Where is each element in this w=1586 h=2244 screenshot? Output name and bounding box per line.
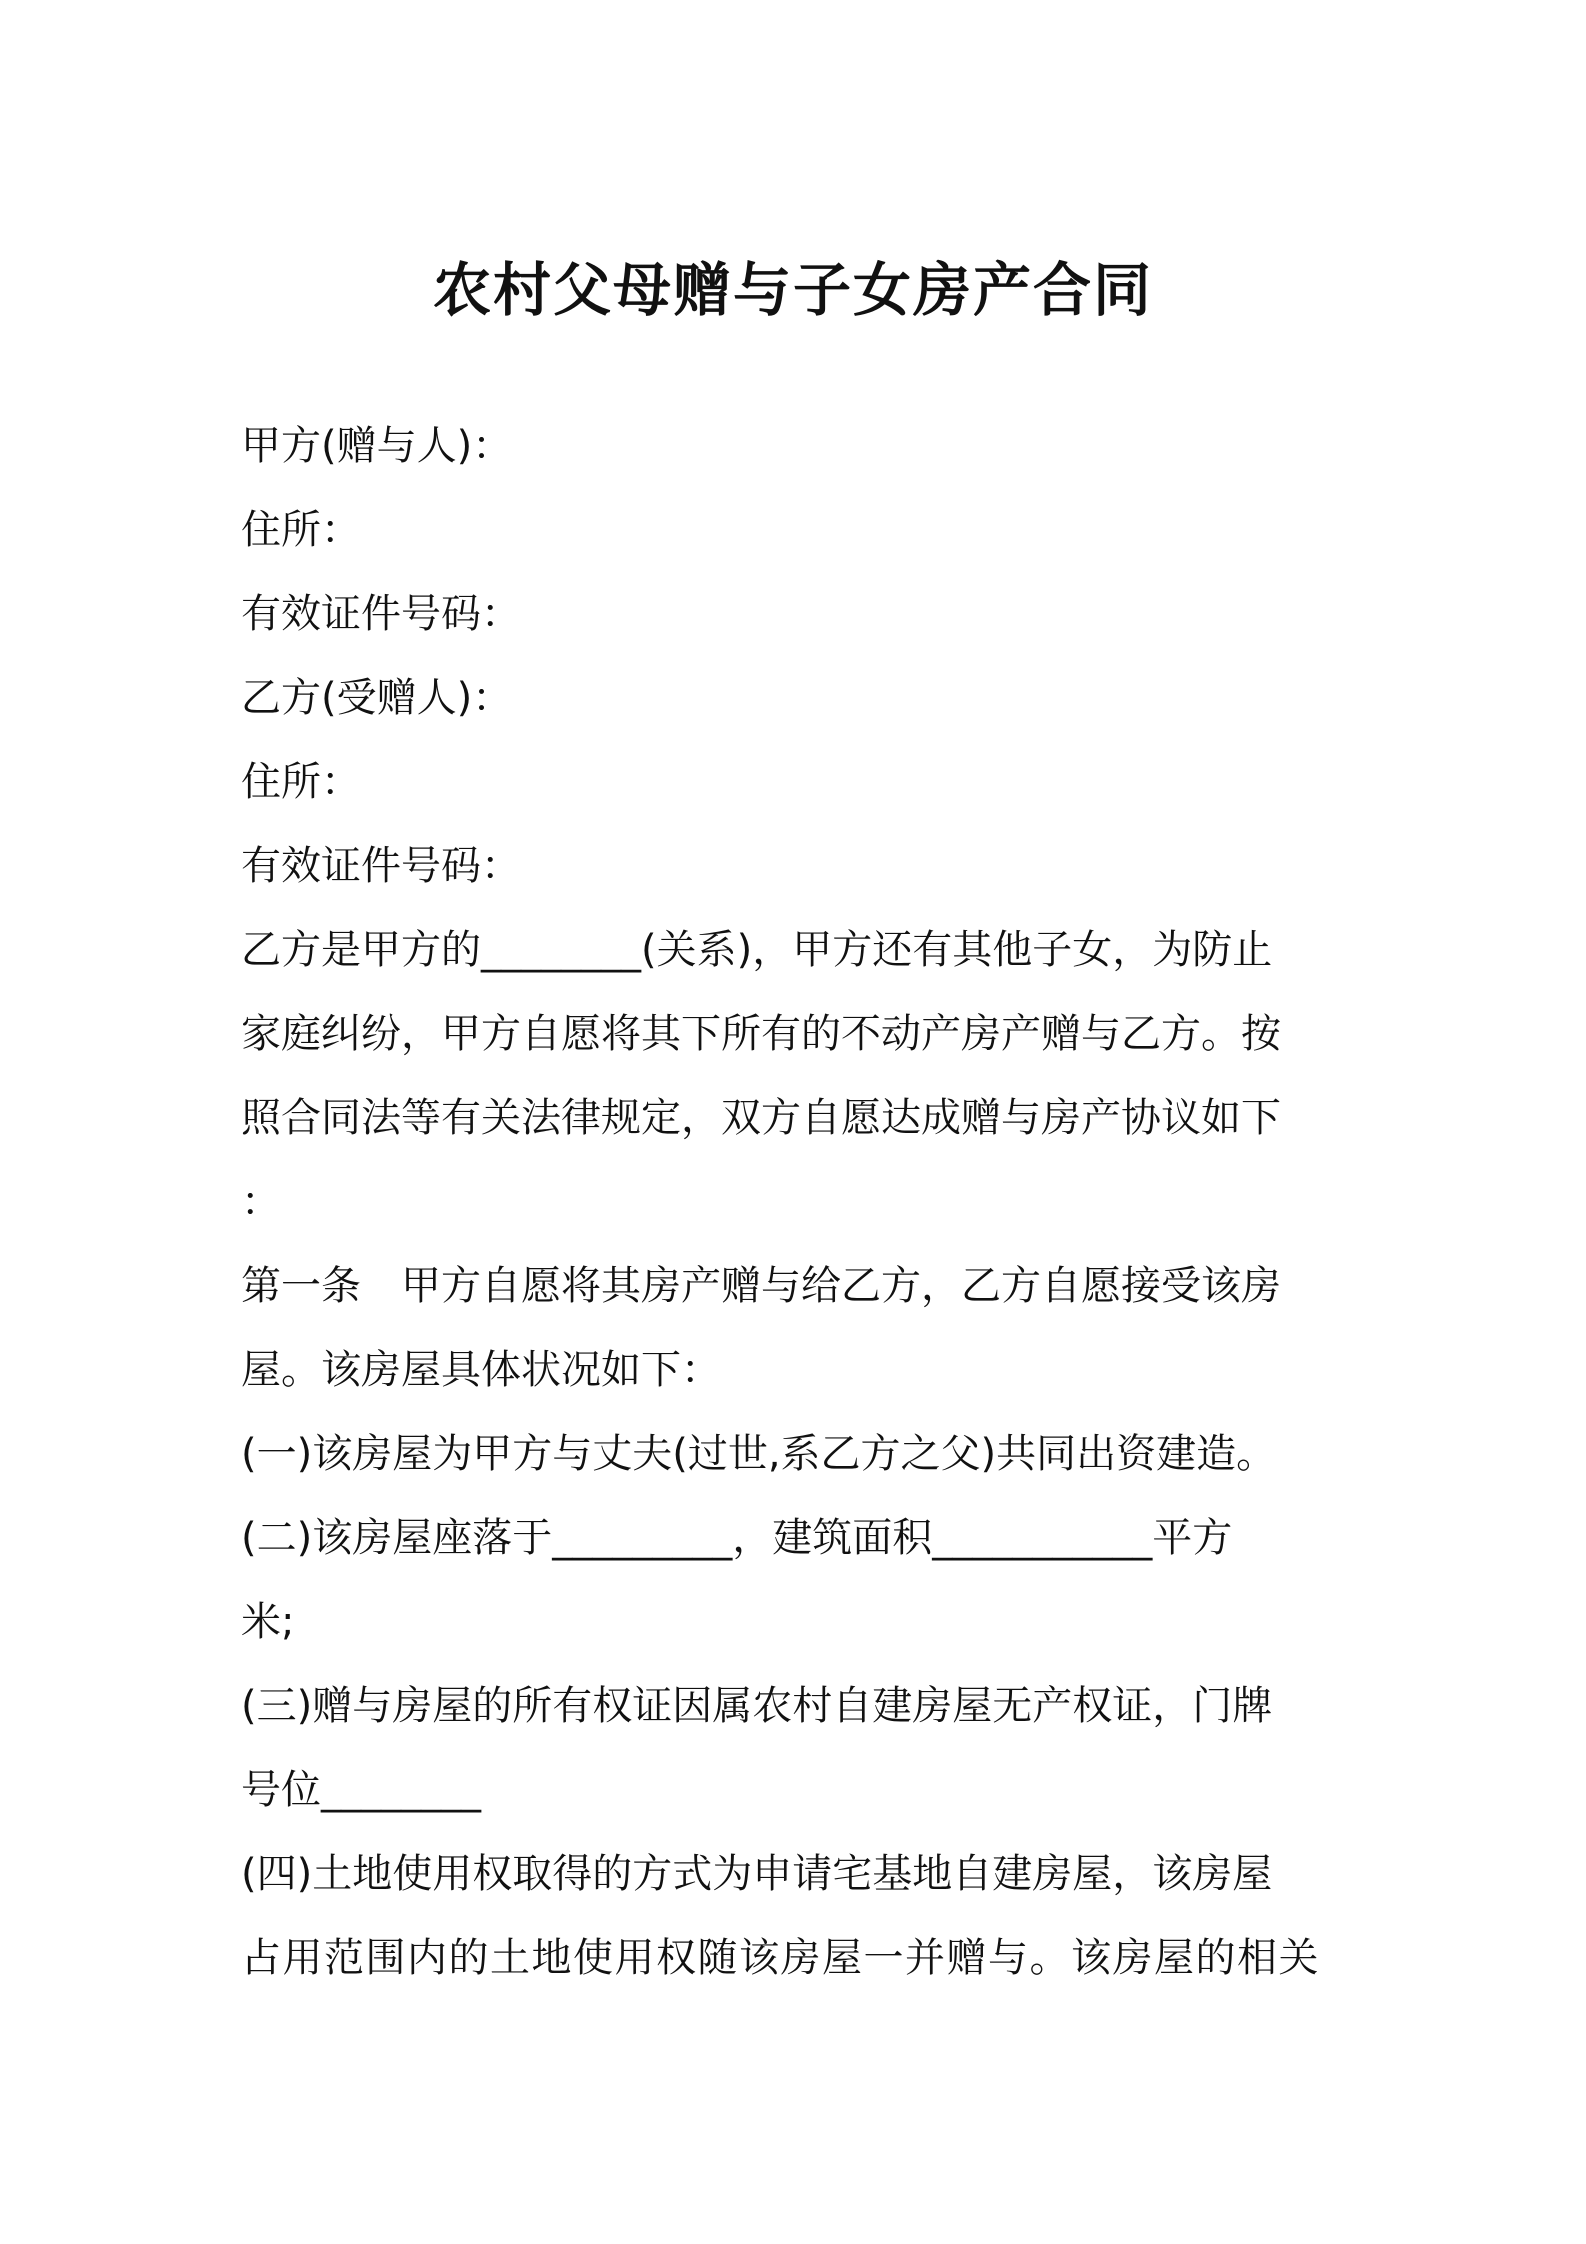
preamble-line: 家庭纠纷，甲方自愿将其下所有的不动产房产赠与乙方。按 — [241, 1011, 1281, 1057]
clause-3-line: 号位________ — [241, 1767, 481, 1813]
clause-1-line: (一)该房屋为甲方与丈夫(过世,系乙方之父)共同出资建造。 — [241, 1431, 1277, 1477]
document-body — [241, 404, 1361, 2000]
document-title: 农村父母赠与子女房产合同 — [432, 256, 1153, 324]
donor-id-line: 有效证件号码： — [241, 591, 521, 637]
article-one-line: 屋。该房屋具体状况如下： — [241, 1347, 721, 1393]
preamble-line: ： — [241, 1179, 281, 1225]
recipient-name-line: 乙方(受赠人)： — [241, 675, 513, 721]
clause-4-line: (四)土地使用权取得的方式为申请宅基地自建房屋，该房屋 — [241, 1851, 1273, 1897]
clause-2-line: (二)该房屋座落于_________，建筑面积___________平方 — [241, 1515, 1233, 1561]
donor-address-line: 住所： — [241, 507, 361, 553]
donor-name-line: 甲方(赠与人)： — [241, 423, 513, 469]
clause-3-line: (三)赠与房屋的所有权证因属农村自建房屋无产权证，门牌 — [241, 1683, 1273, 1729]
clause-2-line: 米; — [241, 1599, 295, 1645]
recipient-id-line: 有效证件号码： — [241, 843, 521, 889]
article-one-line: 第一条 甲方自愿将其房产赠与给乙方，乙方自愿接受该房 — [241, 1263, 1281, 1309]
recipient-address-line: 住所： — [241, 759, 361, 805]
clause-4-line: 占用范围内的土地使用权随该房屋一并赠与。该房屋的相关 — [241, 1935, 1320, 1981]
preamble-line: 乙方是甲方的________(关系)，甲方还有其他子女，为防止 — [241, 927, 1273, 973]
preamble-line: 照合同法等有关法律规定，双方自愿达成赠与房产协议如下 — [241, 1095, 1281, 1141]
